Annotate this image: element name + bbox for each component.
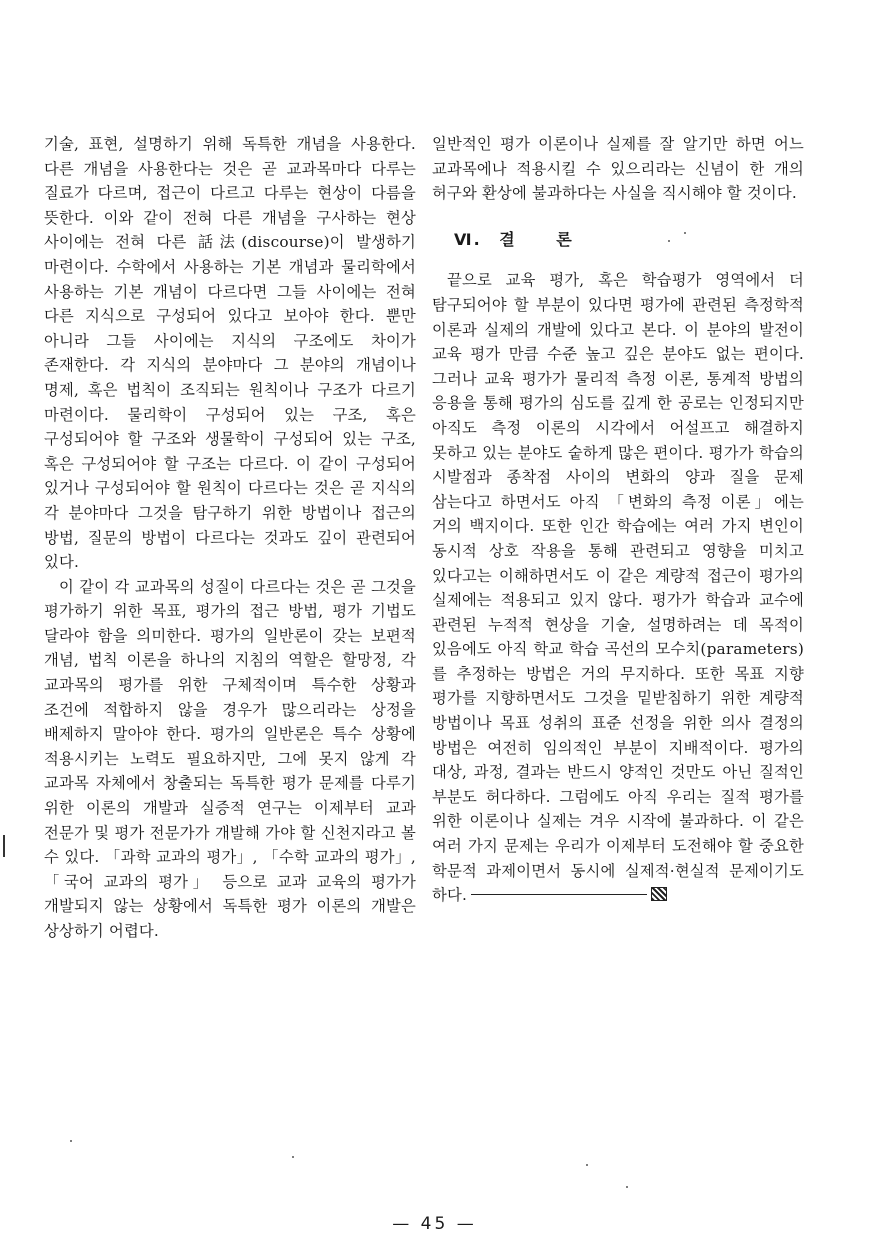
margin-mark [3, 835, 5, 857]
end-rule [471, 894, 647, 895]
left-column [44, 132, 416, 944]
left-paragraph-2: 이 같이 각 교과목의 성질이 다르다는 것은 곧 그것을 평가하기 위한 목표, 평가의 접근 방법, 평가 기법도 달라야 함을 의미한다. 평가의 일반론이 갖는 보편적 개념, 법칙 이론을 하나의 지침의 역할은 할망정, 각 교과목의 평가를 위한 구체적이며 특수한 상황과 조건에 적합하지 않을 경우가 많으리라는 상정을 배제하지 말아야 한다. 평가의 일반론은 특수 상황에 적용시키는 노력도 필요하지만, 그에 못지 않게 각 교과목 자체에서 창출되는 독특한 평가 문제를 다루기 위한 이론의 개발과 실증적 연구는 이제부터 교과 전문가 및 평가 전문가가 개발해 가야 할 신천지라고 볼 수 있다. 「과학 교과의 평가」, 「수학 교과의 평가」, 「국어 교과의 평가」 등으로 교과 교육의 평가가 개발되지 않는 상황에서 독특한 평가 이론의 개발은 상상하기 어렵다. [44, 577, 416, 940]
scan-speck [668, 240, 670, 242]
section-title: 결 론 [499, 229, 590, 249]
page-number: — 45 — [392, 1214, 477, 1234]
right-column [432, 132, 804, 908]
end-mark-icon [651, 887, 667, 901]
right-intro-paragraph: 일반적인 평가 이론이나 실제를 잘 알기만 하면 어느 교과목에나 적용시킬 수 있으리라는 신념이 한 개의 허구와 환상에 불과하다는 사실을 직시해야 할 것이다. [432, 135, 804, 203]
scan-speck [626, 1186, 628, 1188]
conclusion-text: 끝으로 교육 평가, 혹은 학습평가 영역에서 더 탐구되어야 할 부분이 있다면 평가에 관련된 측정학적 이론과 실제의 개발에 있다고 본다. 이 분야의 발전이 교육 평가 만큼 수준 높고 깊은 분야도 없는 편이다. 그러나 교육 평가가 물리적 측정 이론, 통계적 방법의 응용을 통해 평가의 심도를 깊게 한 공로는 인정되지만 아직도 측정 이론의 시각에서 어설프고 해결하지 못하고 있는 분야도 숱하게 많은 편이다. 평가가 학습의 시발점과 종착점 사이의 변화의 양과 질을 문제 삼는다고 하면서도 아직 「변화의 측정 이론」에는 거의 백지이다. 또한 인간 학습에는 여러 가지 변인이 동시적 상호 작용을 통해 관련되고 영향을 미치고 있다고는 이해하면서도 이 같은 계량적 접근이 평가의 실제에는 적용되고 있지 않다. 평가가 학습과 교수에 관련된 누적적 현상을 기술, 설명하려는 데 목적이 있음에도 아직 학교 학습 곡선의 모수치(parameters)를 추정하는 방법은 거의 무지하다. 또한 목표 지향 평가를 지향하면서도 그것을 밑받침하기 위한 계량적 방법이나 목표 성취의 표준 선정을 위한 의사 결정의 방법은 여전히 임의적인 부분이 지배적이다. 평가의 대상, 과정, 결과는 반드시 양적인 것만도 아닌 질적인 부분도 허다하다. 그럼에도 아직 우리는 질적 평가를 위한 이론이나 실제는 겨우 시작에 불과하다. 이 같은 여러 가지 문제는 우리가 이제부터 도전해야 할 중요한 학문적 과제이면서 동시에 실제적·현실적 문제이기도 하다. [432, 271, 804, 905]
scan-speck [684, 232, 686, 234]
scan-speck [70, 1140, 72, 1142]
scan-speck [586, 1164, 588, 1166]
section-heading [454, 228, 804, 253]
scan-speck [292, 1156, 294, 1158]
conclusion-paragraph [432, 268, 804, 907]
section-number: Ⅵ. [454, 229, 482, 249]
left-paragraph-1: 기술, 표현, 설명하기 위해 독특한 개념을 사용한다. 다른 개념을 사용한다는 것은 곧 교과목마다 다루는 질료가 다르며, 접근이 다르고 다루는 현상이 다름을 뜻한다. 이와 같이 전혀 다른 개념을 구사하는 현상 사이에는 전혀 다른 話法(discourse)이 발생하기 마련이다. 수학에서 사용하는 기본 개념과 물리학에서 사용하는 기본 개념이 다르다면 그들 사이에는 전혀 다른 지식으로 구성되어 있다고 보아야 한다. 뿐만 아니라 그들 사이에는 지식의 구조에도 차이가 존재한다. 각 지식의 분야마다 그 분야의 개념이나 명제, 혹은 법칙이 조직되는 원칙이나 구조가 다르기 마련이다. 물리학이 구성되어 있는 구조, 혹은 구성되어야 할 구조와 생물학이 구성되어 있는 구조, 혹은 구성되어야 할 구조는 다르다. 이 같이 구성되어 있거나 구성되어야 할 원칙이 다르다는 것은 곧 지식의 각 분야마다 그것을 탐구하기 위한 방법이나 접근의 방법, 질문의 방법이 다르다는 것과도 깊이 관련되어 있다. [44, 135, 416, 572]
